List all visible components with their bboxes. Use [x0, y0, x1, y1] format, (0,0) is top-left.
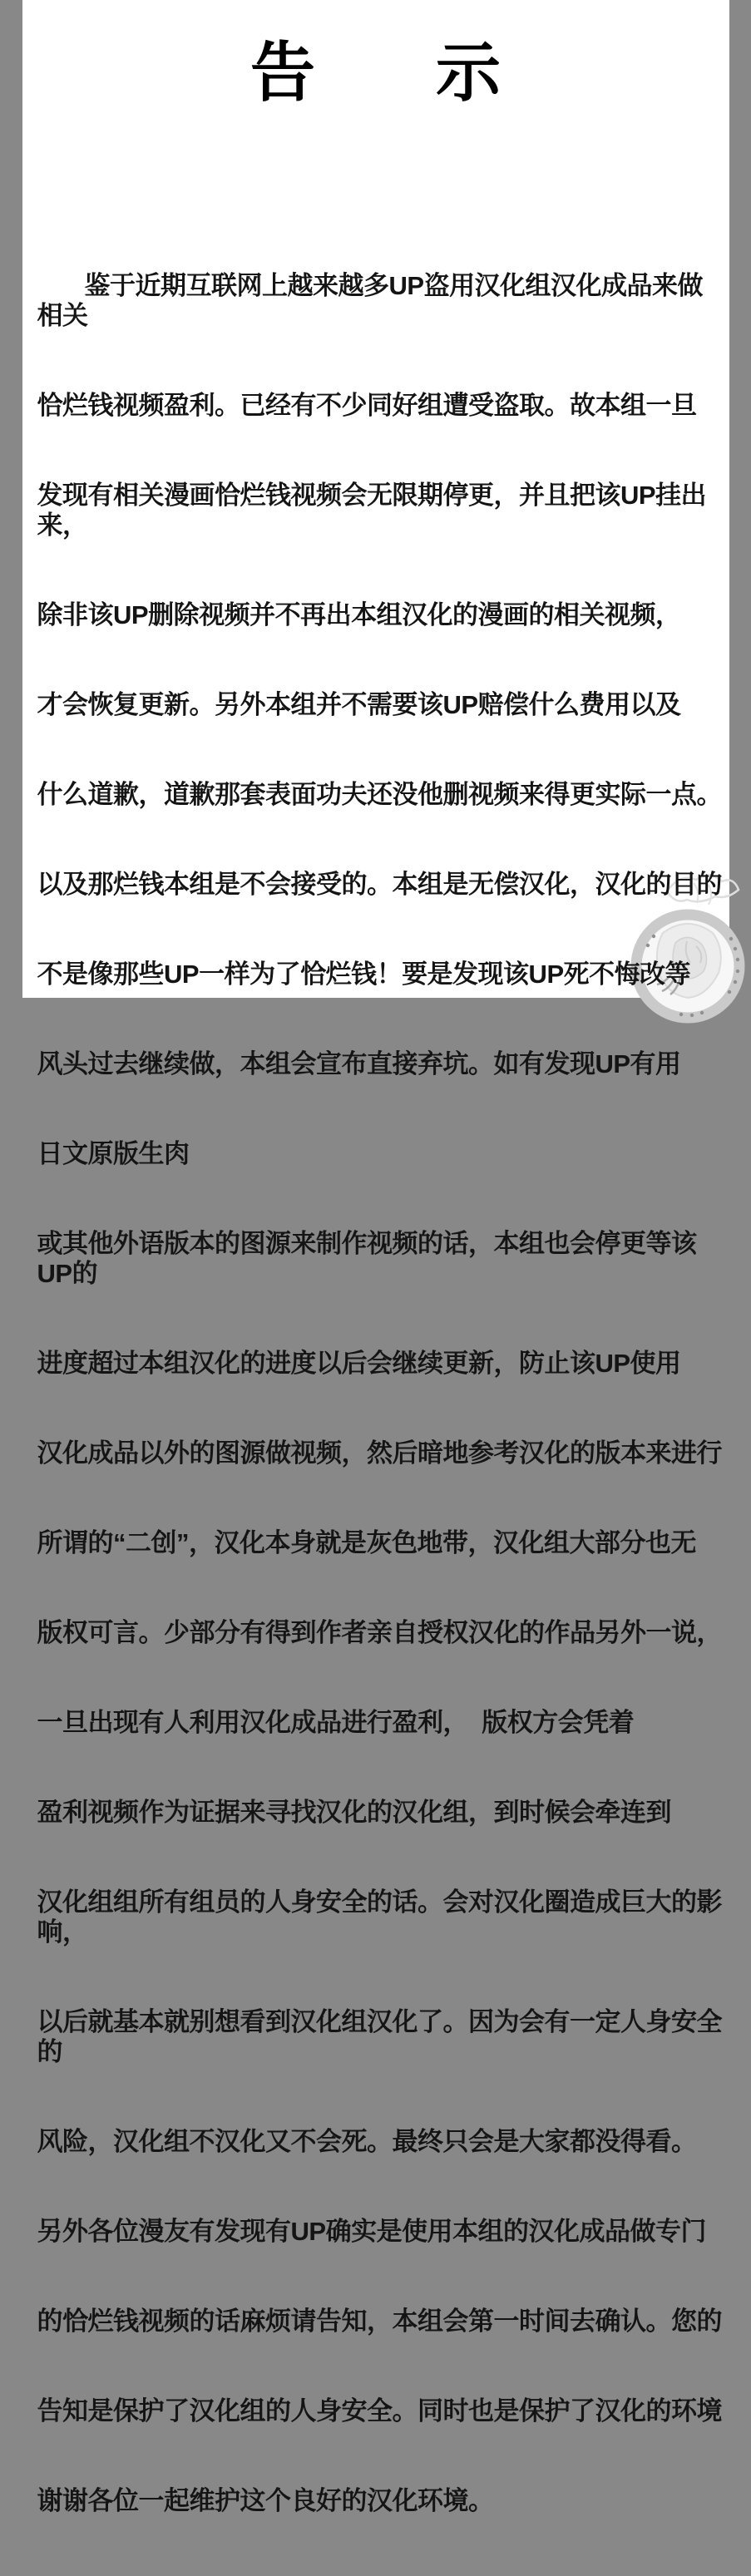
notice-line: 风险，汉化组不汉化又不会死。最终只会是大家都没得看。: [37, 2127, 726, 2157]
page-title: [22, 0, 729, 105]
title-char-left: 告: [250, 40, 315, 105]
notice-line: 什么道歉，道歉那套表面功夫还没他删视频来得更实际一点。: [37, 780, 726, 810]
notice-line: 发现有相关漫画恰烂钱视频会无限期停更，并且把该UP挂出来，: [37, 481, 726, 540]
notice-line: 告知是保护了汉化组的人身安全。同时也是保护了汉化的环境: [37, 2396, 726, 2426]
notice-line: 或其他外语版本的图源来制作视频的话，本组也会停更等该UP的: [37, 1229, 726, 1289]
notice-page: [22, 0, 729, 998]
notice-line: 除非该UP删除视频并不再出本组汉化的漫画的相关视频，: [37, 600, 726, 630]
notice-line: 才会恢复更新。另外本组并不需要该UP赔偿什么费用以及: [37, 690, 726, 720]
notice-line: 一旦出现有人利用汉化成品进行盈利， 版权方会凭着: [37, 1708, 726, 1738]
notice-line: 恰烂钱视频盈利。已经有不少同好组遭受盗取。故本组一旦: [37, 391, 726, 421]
notice-line: 以后就基本就别想看到汉化组汉化了。因为会有一定人身安全的: [37, 2007, 726, 2067]
notice-body: [22, 211, 729, 2576]
notice-line: 鉴于近期互联网上越来越多UP盗用汉化组汉化成品来做相关: [37, 271, 726, 331]
notice-line: 汉化成品以外的图源做视频，然后暗地参考汉化的版本来进行: [37, 1439, 726, 1468]
title-char-right: 示: [436, 40, 501, 105]
notice-line: 所谓的“二创”，汉化本身就是灰色地带，汉化组大部分也无: [37, 1528, 726, 1558]
notice-line: 以及那烂钱本组是不会接受的。本组是无偿汉化，汉化的目的: [37, 870, 726, 900]
notice-line: 汉化组组所有组员的人身安全的话。会对汉化圈造成巨大的影响，: [37, 1888, 726, 1947]
notice-line: 的恰烂钱视频的话麻烦请告知，本组会第一时间去确认。您的: [37, 2307, 726, 2337]
notice-line: 日文原版生肉: [37, 1139, 726, 1169]
notice-line: 盈利视频作为证据来寻找汉化的汉化组，到时候会牵连到: [37, 1798, 726, 1828]
notice-line: 进度超过本组汉化的进度以后会继续更新，防止该UP使用: [37, 1349, 726, 1379]
notice-line: 谢谢各位一起维护这个良好的汉化环境。: [37, 2486, 726, 2516]
notice-line: 版权可言。少部分有得到作者亲自授权汉化的作品另外一说，: [37, 1618, 726, 1648]
notice-line: 不是像那些UP一样为了恰烂钱！要是发现该UP死不悔改等: [37, 960, 726, 989]
notice-line: 另外各位漫友有发现有UP确实是使用本组的汉化成品做专门: [37, 2217, 726, 2247]
notice-line: 风头过去继续做，本组会宣布直接弃坑。如有发现UP有用: [37, 1049, 726, 1079]
